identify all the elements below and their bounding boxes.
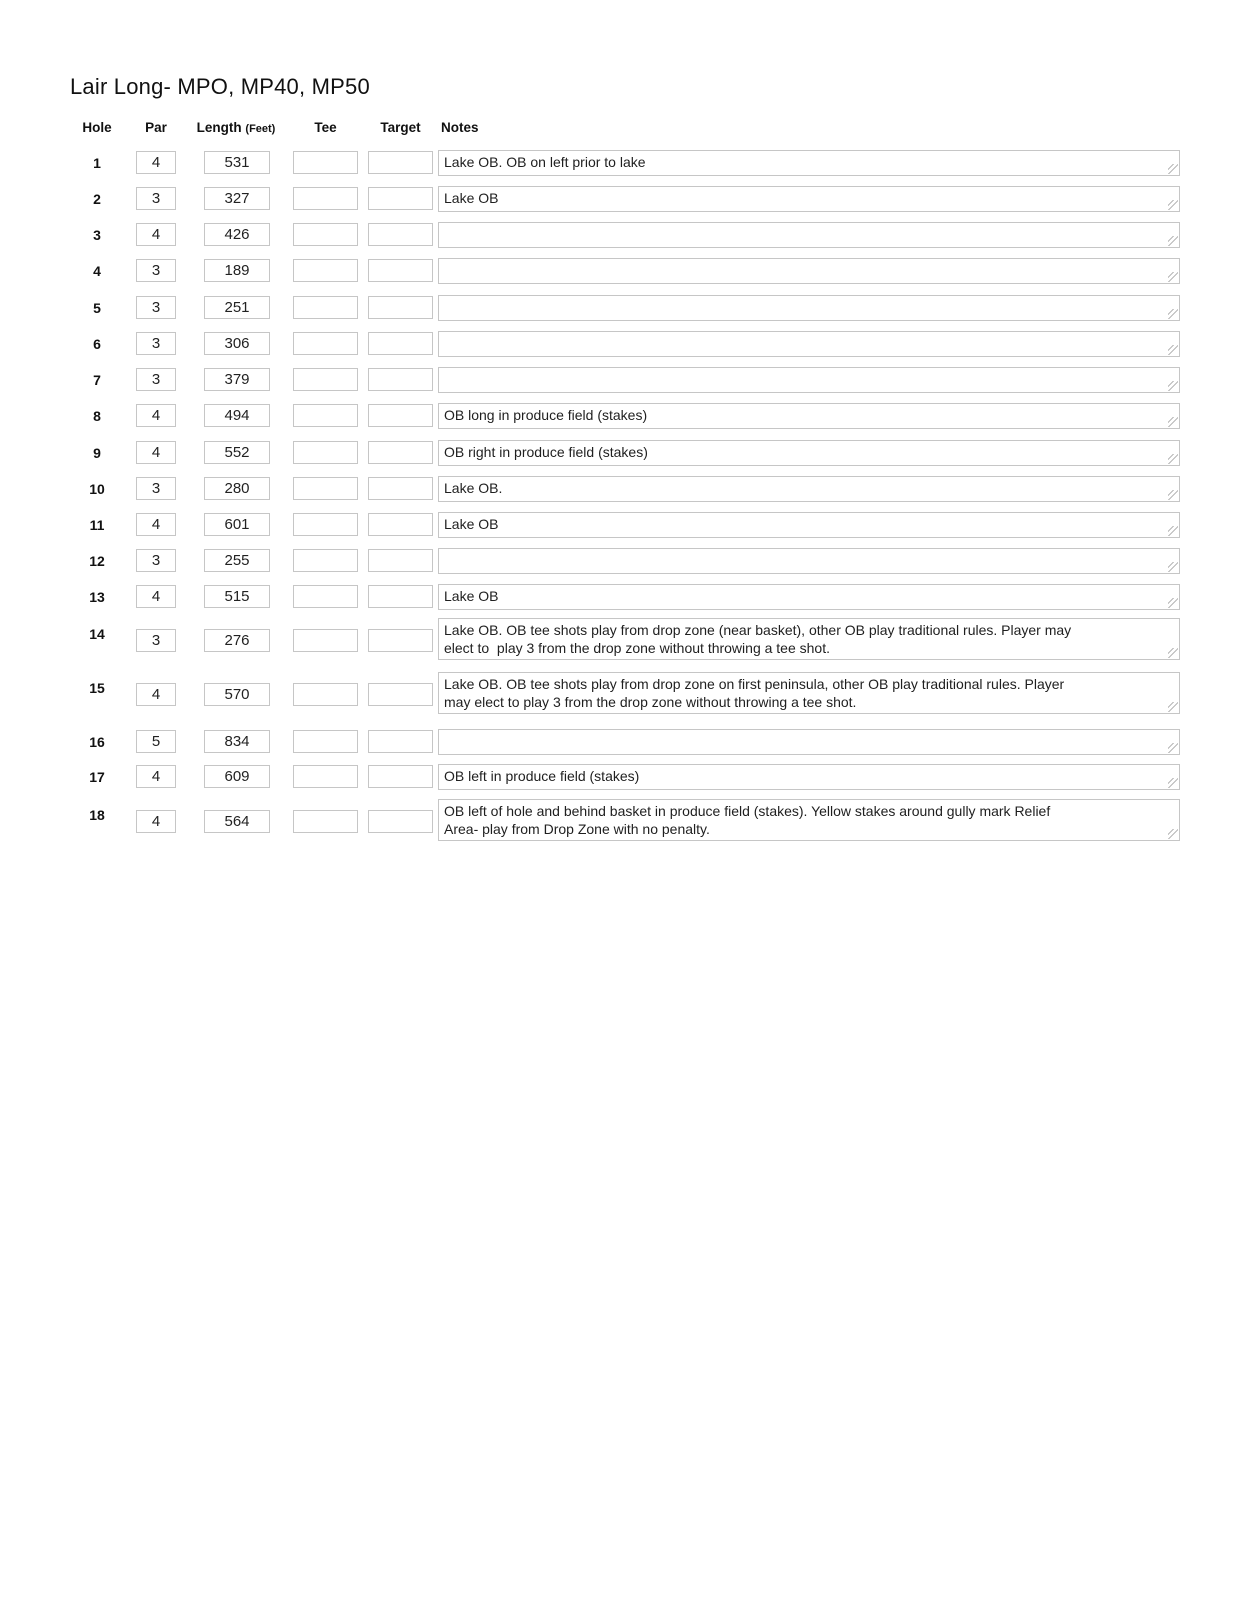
notes-field [438,672,1180,714]
notes-textarea[interactable] [438,295,1180,321]
length-input[interactable] [204,187,270,210]
par-input[interactable] [136,187,176,210]
target-input[interactable] [368,585,433,608]
par-input[interactable] [136,730,176,753]
tee-input[interactable] [293,629,358,652]
par-input[interactable] [136,151,176,174]
target-input[interactable] [368,810,433,833]
target-input[interactable] [368,513,433,536]
notes-textarea[interactable] [438,331,1180,357]
hole-number: 11 [89,517,105,533]
tee-input[interactable] [293,477,358,500]
column-headers [0,120,1251,136]
notes-field [438,367,1180,393]
hole-row [0,296,1251,320]
length-input[interactable] [204,513,270,536]
notes-field [438,584,1180,610]
length-unit-label: (Feet) [245,123,276,135]
hole-number: 16 [89,734,105,750]
hole-number: 18 [89,807,105,823]
page-title: Lair Long- MPO, MP40, MP50 [70,74,370,99]
hole-row [0,187,1251,211]
resize-grip-icon[interactable] [1168,454,1178,464]
par-input[interactable] [136,765,176,788]
notes-textarea[interactable] [438,367,1180,393]
resize-grip-icon[interactable] [1168,829,1178,839]
hole-number: 9 [93,445,101,461]
tee-input[interactable] [293,730,358,753]
notes-field [438,799,1180,841]
notes-field [438,512,1180,538]
resize-grip-icon[interactable] [1168,345,1178,355]
notes-textarea[interactable] [438,764,1180,790]
length-input[interactable] [204,629,270,652]
col-header-par: Par [145,120,167,135]
col-header-length-label: Length [196,120,242,135]
target-input[interactable] [368,404,433,427]
tee-input[interactable] [293,810,358,833]
notes-field [438,295,1180,321]
length-input[interactable] [204,151,270,174]
length-input[interactable] [204,549,270,572]
par-input[interactable] [136,296,176,319]
hole-row [0,807,1251,834]
resize-grip-icon[interactable] [1168,648,1178,658]
length-input[interactable] [204,223,270,246]
target-input[interactable] [368,296,433,319]
hole-row [0,549,1251,573]
target-input[interactable] [368,332,433,355]
length-input[interactable] [204,296,270,319]
notes-field [438,150,1180,176]
target-input[interactable] [368,629,433,652]
length-input[interactable] [204,810,270,833]
col-header-target: Target [380,120,421,135]
notes-field [438,403,1180,429]
notes-textarea[interactable] [438,186,1180,212]
notes-field [438,729,1180,755]
hole-row [0,730,1251,754]
notes-textarea[interactable] [438,403,1180,429]
hole-number: 10 [89,481,105,497]
length-input[interactable] [204,585,270,608]
hole-number: 17 [89,769,105,785]
target-input[interactable] [368,187,433,210]
hole-number: 12 [89,553,105,569]
tee-input[interactable] [293,223,358,246]
resize-grip-icon[interactable] [1168,309,1178,319]
target-input[interactable] [368,441,433,464]
length-input[interactable] [204,332,270,355]
length-input[interactable] [204,477,270,500]
hole-row [0,680,1251,707]
resize-grip-icon[interactable] [1168,272,1178,282]
par-input[interactable] [136,810,176,833]
hole-row [0,332,1251,356]
resize-grip-icon[interactable] [1168,702,1178,712]
target-input[interactable] [368,223,433,246]
hole-number: 5 [93,300,101,316]
hole-number: 7 [93,372,101,388]
notes-textarea[interactable] [438,222,1180,248]
par-input[interactable] [136,368,176,391]
tee-input[interactable] [293,151,358,174]
resize-grip-icon[interactable] [1168,743,1178,753]
length-input[interactable] [204,683,270,706]
par-input[interactable] [136,683,176,706]
target-input[interactable] [368,549,433,572]
tee-input[interactable] [293,296,358,319]
length-input[interactable] [204,368,270,391]
hole-row [0,513,1251,537]
notes-textarea[interactable] [438,512,1180,538]
notes-textarea[interactable] [438,584,1180,610]
tee-input[interactable] [293,404,358,427]
par-input[interactable] [136,223,176,246]
notes-field [438,618,1180,660]
tee-input[interactable] [293,683,358,706]
par-input[interactable] [136,513,176,536]
hole-number: 4 [93,263,101,279]
par-input[interactable] [136,629,176,652]
target-input[interactable] [368,368,433,391]
target-input[interactable] [368,477,433,500]
hole-row [0,765,1251,789]
notes-field [438,222,1180,248]
resize-grip-icon[interactable] [1168,598,1178,608]
tee-input[interactable] [293,549,358,572]
notes-field [438,764,1180,790]
tee-input[interactable] [293,765,358,788]
hole-row [0,441,1251,465]
hole-row [0,404,1251,428]
notes-textarea[interactable] [438,548,1180,574]
resize-grip-icon[interactable] [1168,778,1178,788]
target-input[interactable] [368,730,433,753]
notes-textarea[interactable] [438,672,1180,714]
tee-input[interactable] [293,513,358,536]
notes-field [438,331,1180,357]
notes-field [438,258,1180,284]
tee-input[interactable] [293,259,358,282]
hole-row [0,477,1251,501]
resize-grip-icon[interactable] [1168,236,1178,246]
par-input[interactable] [136,585,176,608]
hole-row [0,259,1251,283]
length-input[interactable] [204,441,270,464]
col-header-tee: Tee [314,120,337,135]
notes-field [438,476,1180,502]
hole-number: 15 [89,680,105,696]
tee-input[interactable] [293,187,358,210]
par-input[interactable] [136,549,176,572]
notes-textarea[interactable] [438,729,1180,755]
resize-grip-icon[interactable] [1168,490,1178,500]
par-input[interactable] [136,477,176,500]
length-input[interactable] [204,259,270,282]
notes-field [438,548,1180,574]
target-input[interactable] [368,259,433,282]
col-header-hole: Hole [82,120,112,135]
target-input[interactable] [368,683,433,706]
tee-input[interactable] [293,441,358,464]
tee-input[interactable] [293,585,358,608]
hole-number: 8 [93,408,101,424]
notes-field [438,186,1180,212]
hole-number: 3 [93,227,101,243]
hole-row [0,151,1251,175]
hole-number: 6 [93,336,101,352]
resize-grip-icon[interactable] [1168,526,1178,536]
notes-textarea[interactable] [438,799,1180,841]
par-input[interactable] [136,441,176,464]
length-input[interactable] [204,404,270,427]
hole-number: 14 [89,626,105,642]
resize-grip-icon[interactable] [1168,381,1178,391]
tee-input[interactable] [293,332,358,355]
resize-grip-icon[interactable] [1168,164,1178,174]
resize-grip-icon[interactable] [1168,200,1178,210]
tee-input[interactable] [293,368,358,391]
col-header-notes: Notes [441,120,479,135]
target-input[interactable] [368,765,433,788]
notes-textarea[interactable] [438,440,1180,466]
resize-grip-icon[interactable] [1168,417,1178,427]
par-input[interactable] [136,332,176,355]
hole-row [0,368,1251,392]
par-input[interactable] [136,259,176,282]
notes-textarea[interactable] [438,618,1180,660]
hole-number: 13 [89,589,105,605]
par-input[interactable] [136,404,176,427]
hole-row [0,626,1251,653]
target-input[interactable] [368,151,433,174]
notes-textarea[interactable] [438,150,1180,176]
notes-field [438,440,1180,466]
length-input[interactable] [204,765,270,788]
notes-textarea[interactable] [438,258,1180,284]
notes-textarea[interactable] [438,476,1180,502]
hole-row [0,585,1251,609]
hole-number: 1 [93,155,101,171]
length-input[interactable] [204,730,270,753]
resize-grip-icon[interactable] [1168,562,1178,572]
col-header-length [181,120,291,135]
hole-number: 2 [93,191,101,207]
hole-row [0,223,1251,247]
